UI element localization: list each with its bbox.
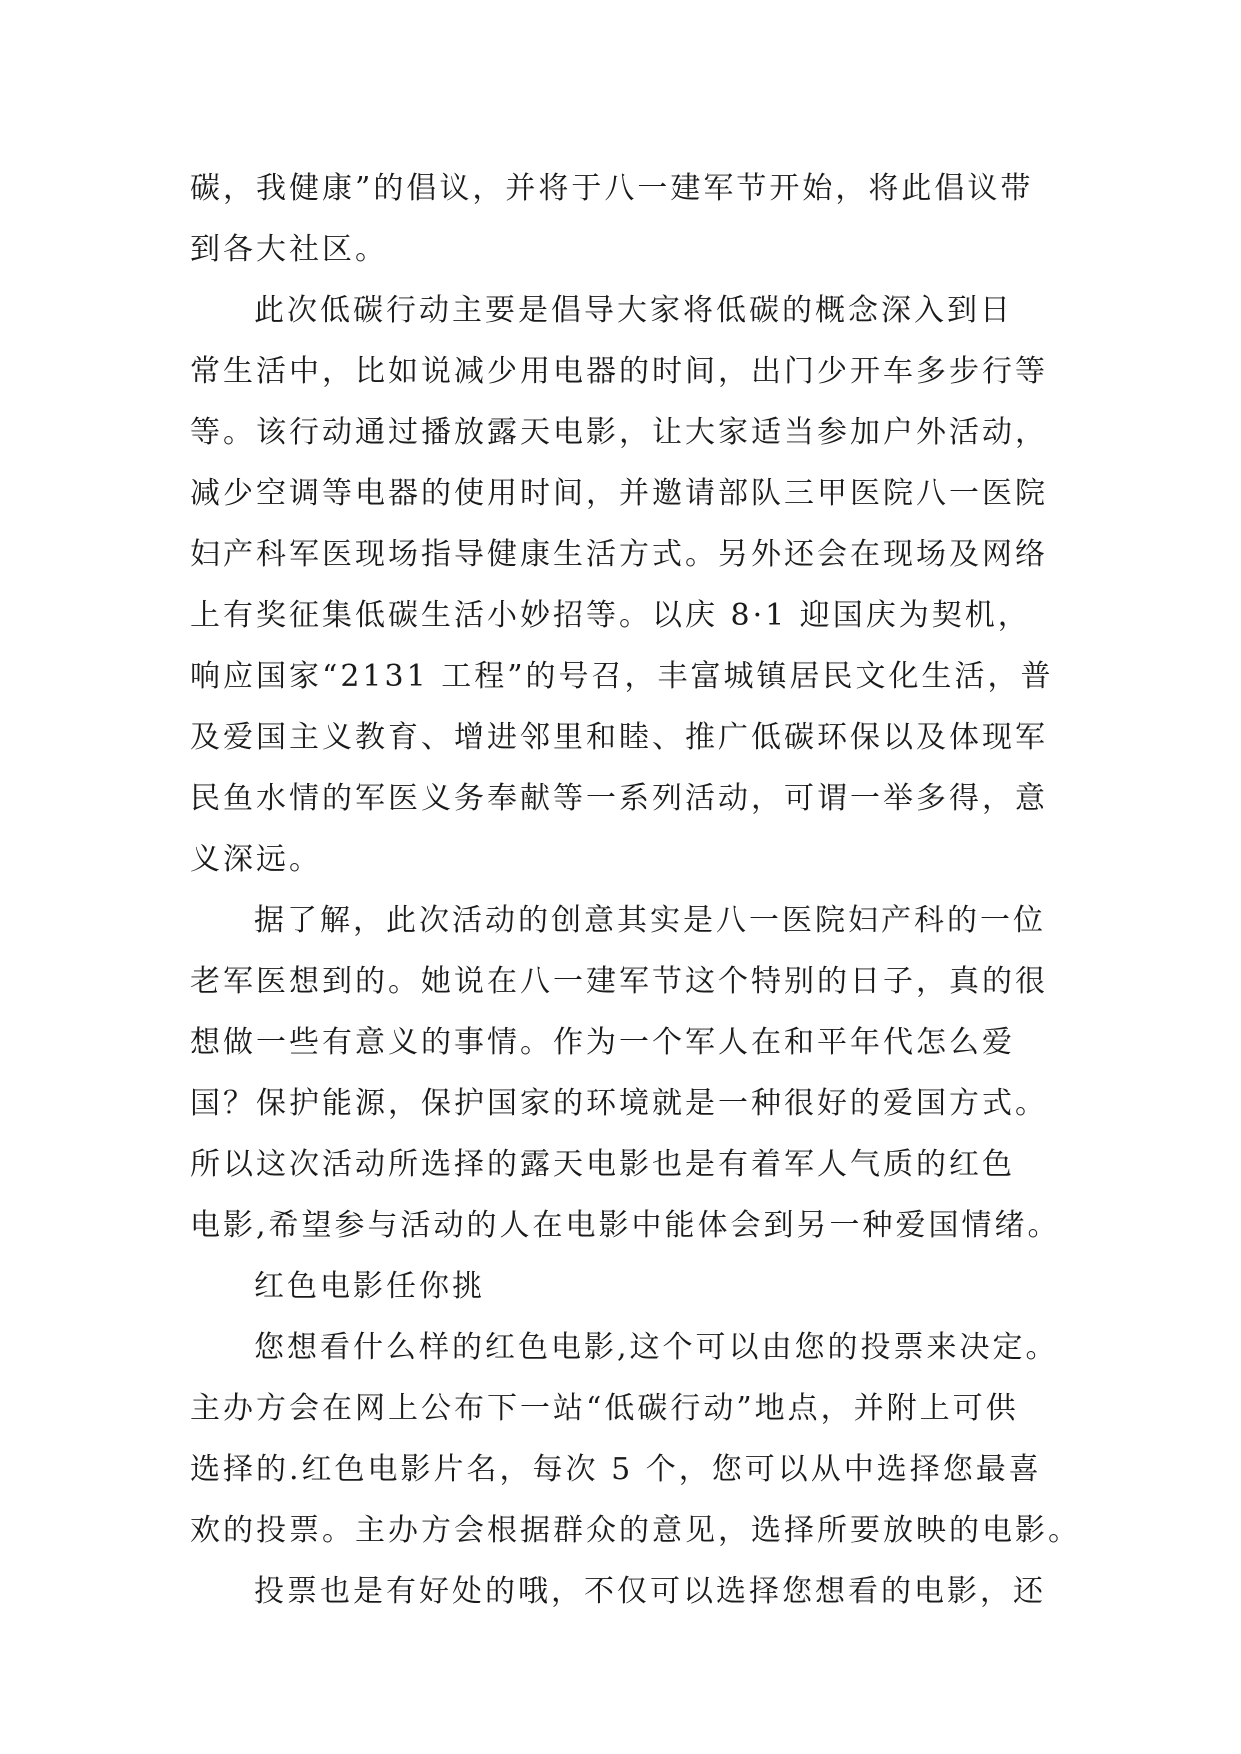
- text-line: 想做一些有意义的事情。作为一个军人在和平年代怎么爱: [190, 1025, 1015, 1060]
- text-line: 电影,希望参与活动的人在电影中能体会到另一种爱国情绪。: [190, 1208, 1061, 1243]
- text-line: 您想看什么样的红色电影,这个可以由您的投票来决定。: [254, 1330, 1059, 1365]
- text-line: 减少空调等电器的使用时间，并邀请部队三甲医院八一医院: [190, 476, 1048, 511]
- text-line: 主办方会在网上公布下一站“低碳行动”地点，并附上可供: [190, 1391, 1019, 1426]
- text-line: 国？保护能源，保护国家的环境就是一种很好的爱国方式。: [190, 1086, 1048, 1121]
- text-line: 据了解，此次活动的创意其实是八一医院妇产科的一位: [254, 903, 1046, 938]
- text-line: 选择的.红色电影片名，每次 5 个，您可以从中选择您最喜: [190, 1452, 1042, 1487]
- text-line: 常生活中，比如说减少用电器的时间，出门少开车多步行等: [190, 354, 1048, 389]
- text-line: 到各大社区。: [190, 232, 388, 267]
- text-line: 响应国家“2131 工程”的号召，丰富城镇居民文化生活，普: [190, 659, 1054, 694]
- text-line: 老军医想到的。她说在八一建军节这个特别的日子，真的很: [190, 964, 1048, 999]
- text-line: 所以这次活动所选择的露天电影也是有着军人气质的红色: [190, 1147, 1015, 1182]
- text-line: 妇产科军医现场指导健康生活方式。另外还会在现场及网络: [190, 537, 1048, 572]
- text-line: 欢的投票。主办方会根据群众的意见，选择所要放映的电影。: [190, 1513, 1081, 1548]
- text-line: 此次低碳行动主要是倡导大家将低碳的概念深入到日: [254, 293, 1013, 328]
- body-text: [190, 158, 1081, 1622]
- text-line: 等。该行动通过播放露天电影，让大家适当参加户外活动，: [190, 415, 1048, 450]
- text-line: 及爱国主义教育、增进邻里和睦、推广低碳环保以及体现军: [190, 720, 1048, 755]
- text-line: 碳，我健康”的倡议，并将于八一建军节开始，将此倡议带: [190, 171, 1034, 206]
- text-line: 义深远。: [190, 842, 322, 877]
- text-line: 民鱼水情的军医义务奉献等一系列活动，可谓一举多得，意: [190, 781, 1048, 816]
- text-line: 红色电影任你挑: [254, 1269, 485, 1304]
- text-line: 上有奖征集低碳生活小妙招等。以庆 8·1 迎国庆为契机，: [190, 598, 1031, 633]
- text-line: 投票也是有好处的哦，不仅可以选择您想看的电影，还: [254, 1574, 1046, 1609]
